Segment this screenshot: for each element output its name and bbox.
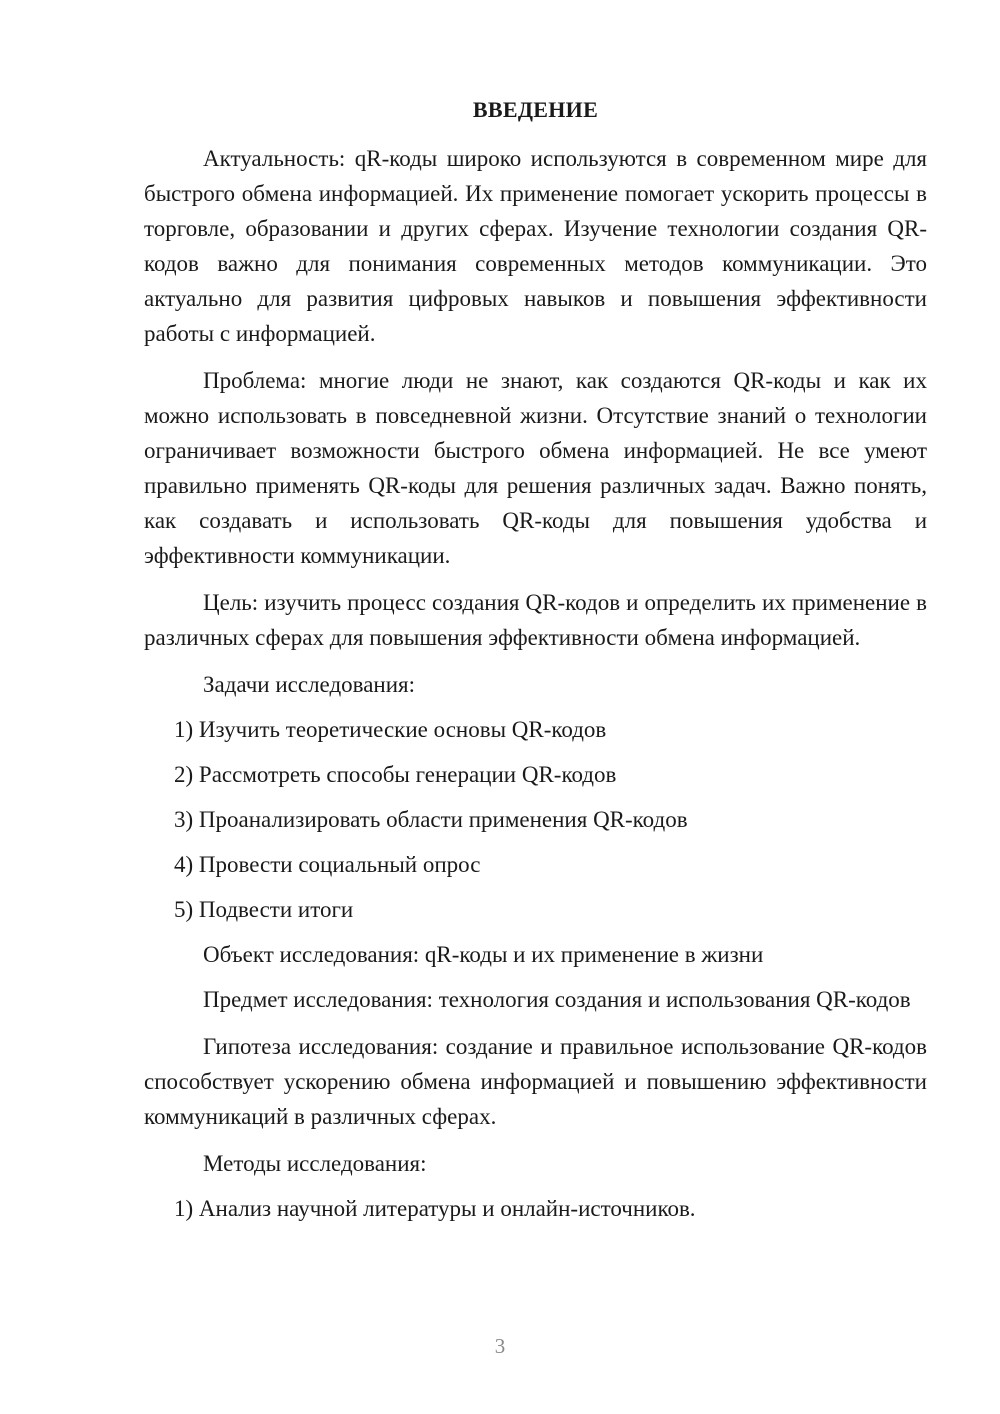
list-item: 5) Подвести итоги — [174, 897, 354, 922]
list-item: 4) Провести социальный опрос — [174, 852, 481, 877]
list-item: 1) Анализ научной литературы и онлайн-источников. — [174, 1196, 696, 1221]
page-content — [144, 92, 927, 1236]
hypothesis-paragraph: Гипотеза исследования: создание и правильное использование QR-кодов способствует ускорению обмена информацией и повышению эффективности коммуникаций в различных сферах. — [144, 1034, 927, 1129]
methods-list — [144, 1191, 927, 1226]
tasks-list — [144, 712, 927, 927]
relevance-paragraph: Актуальность: qR-коды широко используются в современном мире для быстрого обмена информацией. Их применение помогает ускорить процессы в торговле, образовании и других сферах. Изучение технологии создания QR-кодов важно для понимания современных методов коммуникации. Это актуально для развития цифровых навыков и повышения эффективности работы с информацией. — [144, 146, 927, 346]
page-number: 3 — [494, 1334, 506, 1358]
goal-paragraph: Цель: изучить процесс создания QR-кодов и определить их применение в различных сферах для повышения эффективности обмена информацией. — [144, 590, 927, 650]
section-title: ВВЕДЕНИЕ — [472, 97, 599, 122]
list-item: 3) Проанализировать области применения QR-кодов — [174, 807, 688, 832]
methods-heading: Методы исследования: — [203, 1151, 427, 1176]
problem-paragraph: Проблема: многие люди не знают, как создаются QR-коды и как их можно использовать в повседневной жизни. Отсутствие знаний о технологии ограничивает возможности быстрого обмена информацией. Не все умеют правильно применять QR-коды для решения различных задач. Важно понять, как создавать и использовать QR-коды для повышения удобства и эффективности коммуникации. — [144, 368, 927, 568]
object-line: Объект исследования: qR-коды и их применение в жизни — [203, 942, 764, 967]
list-item: 2) Рассмотреть способы генерации QR-кодов — [174, 762, 617, 787]
subject-paragraph: Предмет исследования: технология создания и использования QR-кодов — [203, 987, 911, 1012]
list-item: 1) Изучить теоретические основы QR-кодов — [174, 717, 607, 742]
tasks-heading: Задачи исследования: — [203, 672, 416, 697]
